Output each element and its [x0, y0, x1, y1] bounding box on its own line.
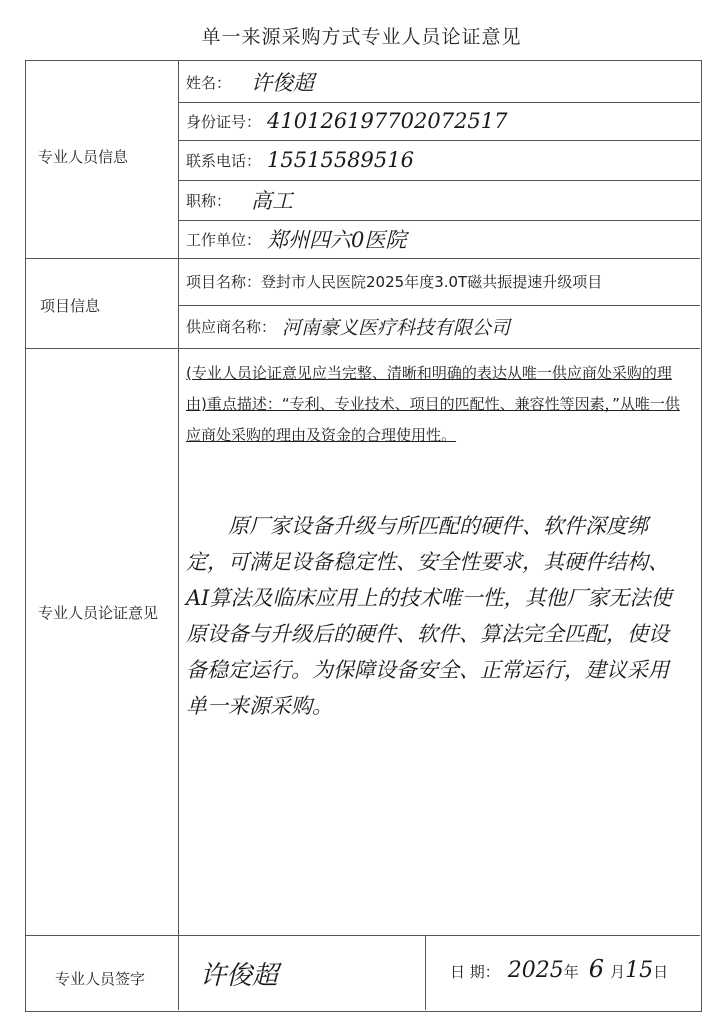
divider [25, 348, 700, 349]
page-title: 单一来源采购方式专业人员论证意见 [201, 26, 522, 48]
title-label: 职称： [186, 191, 232, 210]
date-year-unit: 年 [563, 963, 579, 981]
supplier-value: 河南豪义医疗科技有限公司 [282, 317, 511, 339]
column-divider [425, 935, 426, 1010]
date-day: 15 [625, 958, 654, 983]
column-divider [178, 60, 179, 1010]
name-label: 姓名： [186, 73, 232, 92]
supplier-field [186, 305, 510, 348]
id-label: 身份证号： [186, 112, 262, 131]
unit-field [186, 220, 406, 258]
phone-value: 15515589516 [267, 148, 414, 172]
signer-signature: 许俊超 [200, 961, 279, 991]
phone-field [186, 140, 414, 180]
divider [25, 935, 700, 936]
name-value: 许俊超 [251, 71, 315, 95]
name-field [186, 62, 314, 102]
date-month: 6 [588, 955, 605, 983]
date-field [450, 955, 668, 983]
unit-label: 工作单位： [186, 230, 262, 249]
date-year: 2025 [507, 958, 564, 983]
section-opinion: 专业人员论证意见 [38, 604, 159, 622]
title-field [186, 180, 293, 220]
opinion-guide-text: (专业人员论证意见应当完整、清晰和明确的表达从唯一供应商处采购的理由)重点描述：“专利、专业技术、项目的匹配性、兼容性等因素，”从唯一供应商处采购的理由及资金的合理使用性。 [186, 364, 680, 444]
date-day-unit: 日 [653, 963, 669, 981]
date-month-unit: 月 [610, 963, 626, 981]
id-value: 410126197702072517 [267, 109, 508, 133]
opinion-guide [186, 358, 686, 451]
title-value: 高工 [251, 189, 294, 213]
project-name-label: 项目名称： [186, 273, 262, 291]
section-personal-info: 专业人员信息 [38, 148, 129, 166]
project-name-field [186, 258, 602, 305]
date-label: 日 期： [450, 963, 500, 981]
id-field [186, 102, 508, 140]
phone-label: 联系电话： [186, 151, 262, 170]
unit-value: 郑州四六0医院 [267, 228, 407, 252]
supplier-label: 供应商名称： [186, 318, 277, 336]
project-name-value: 登封市人民医院2025年度3.0T磁共振提速升级项目 [261, 273, 603, 291]
section-project-info: 项目信息 [40, 297, 101, 315]
opinion-text: 原厂家设备升级与所匹配的硬件、软件深度绑定，可满足设备稳定性、安全性要求，其硬件结构、AI算法及临床应用上的技术唯一性，其他厂家无法使原设备与升级后的硬件、软件、算法完全匹配，使设备稳定运行。为保障设备安全、正常运行，建议采用单一来源采购。 [186, 514, 672, 718]
section-signature: 专业人员签字 [55, 970, 146, 988]
